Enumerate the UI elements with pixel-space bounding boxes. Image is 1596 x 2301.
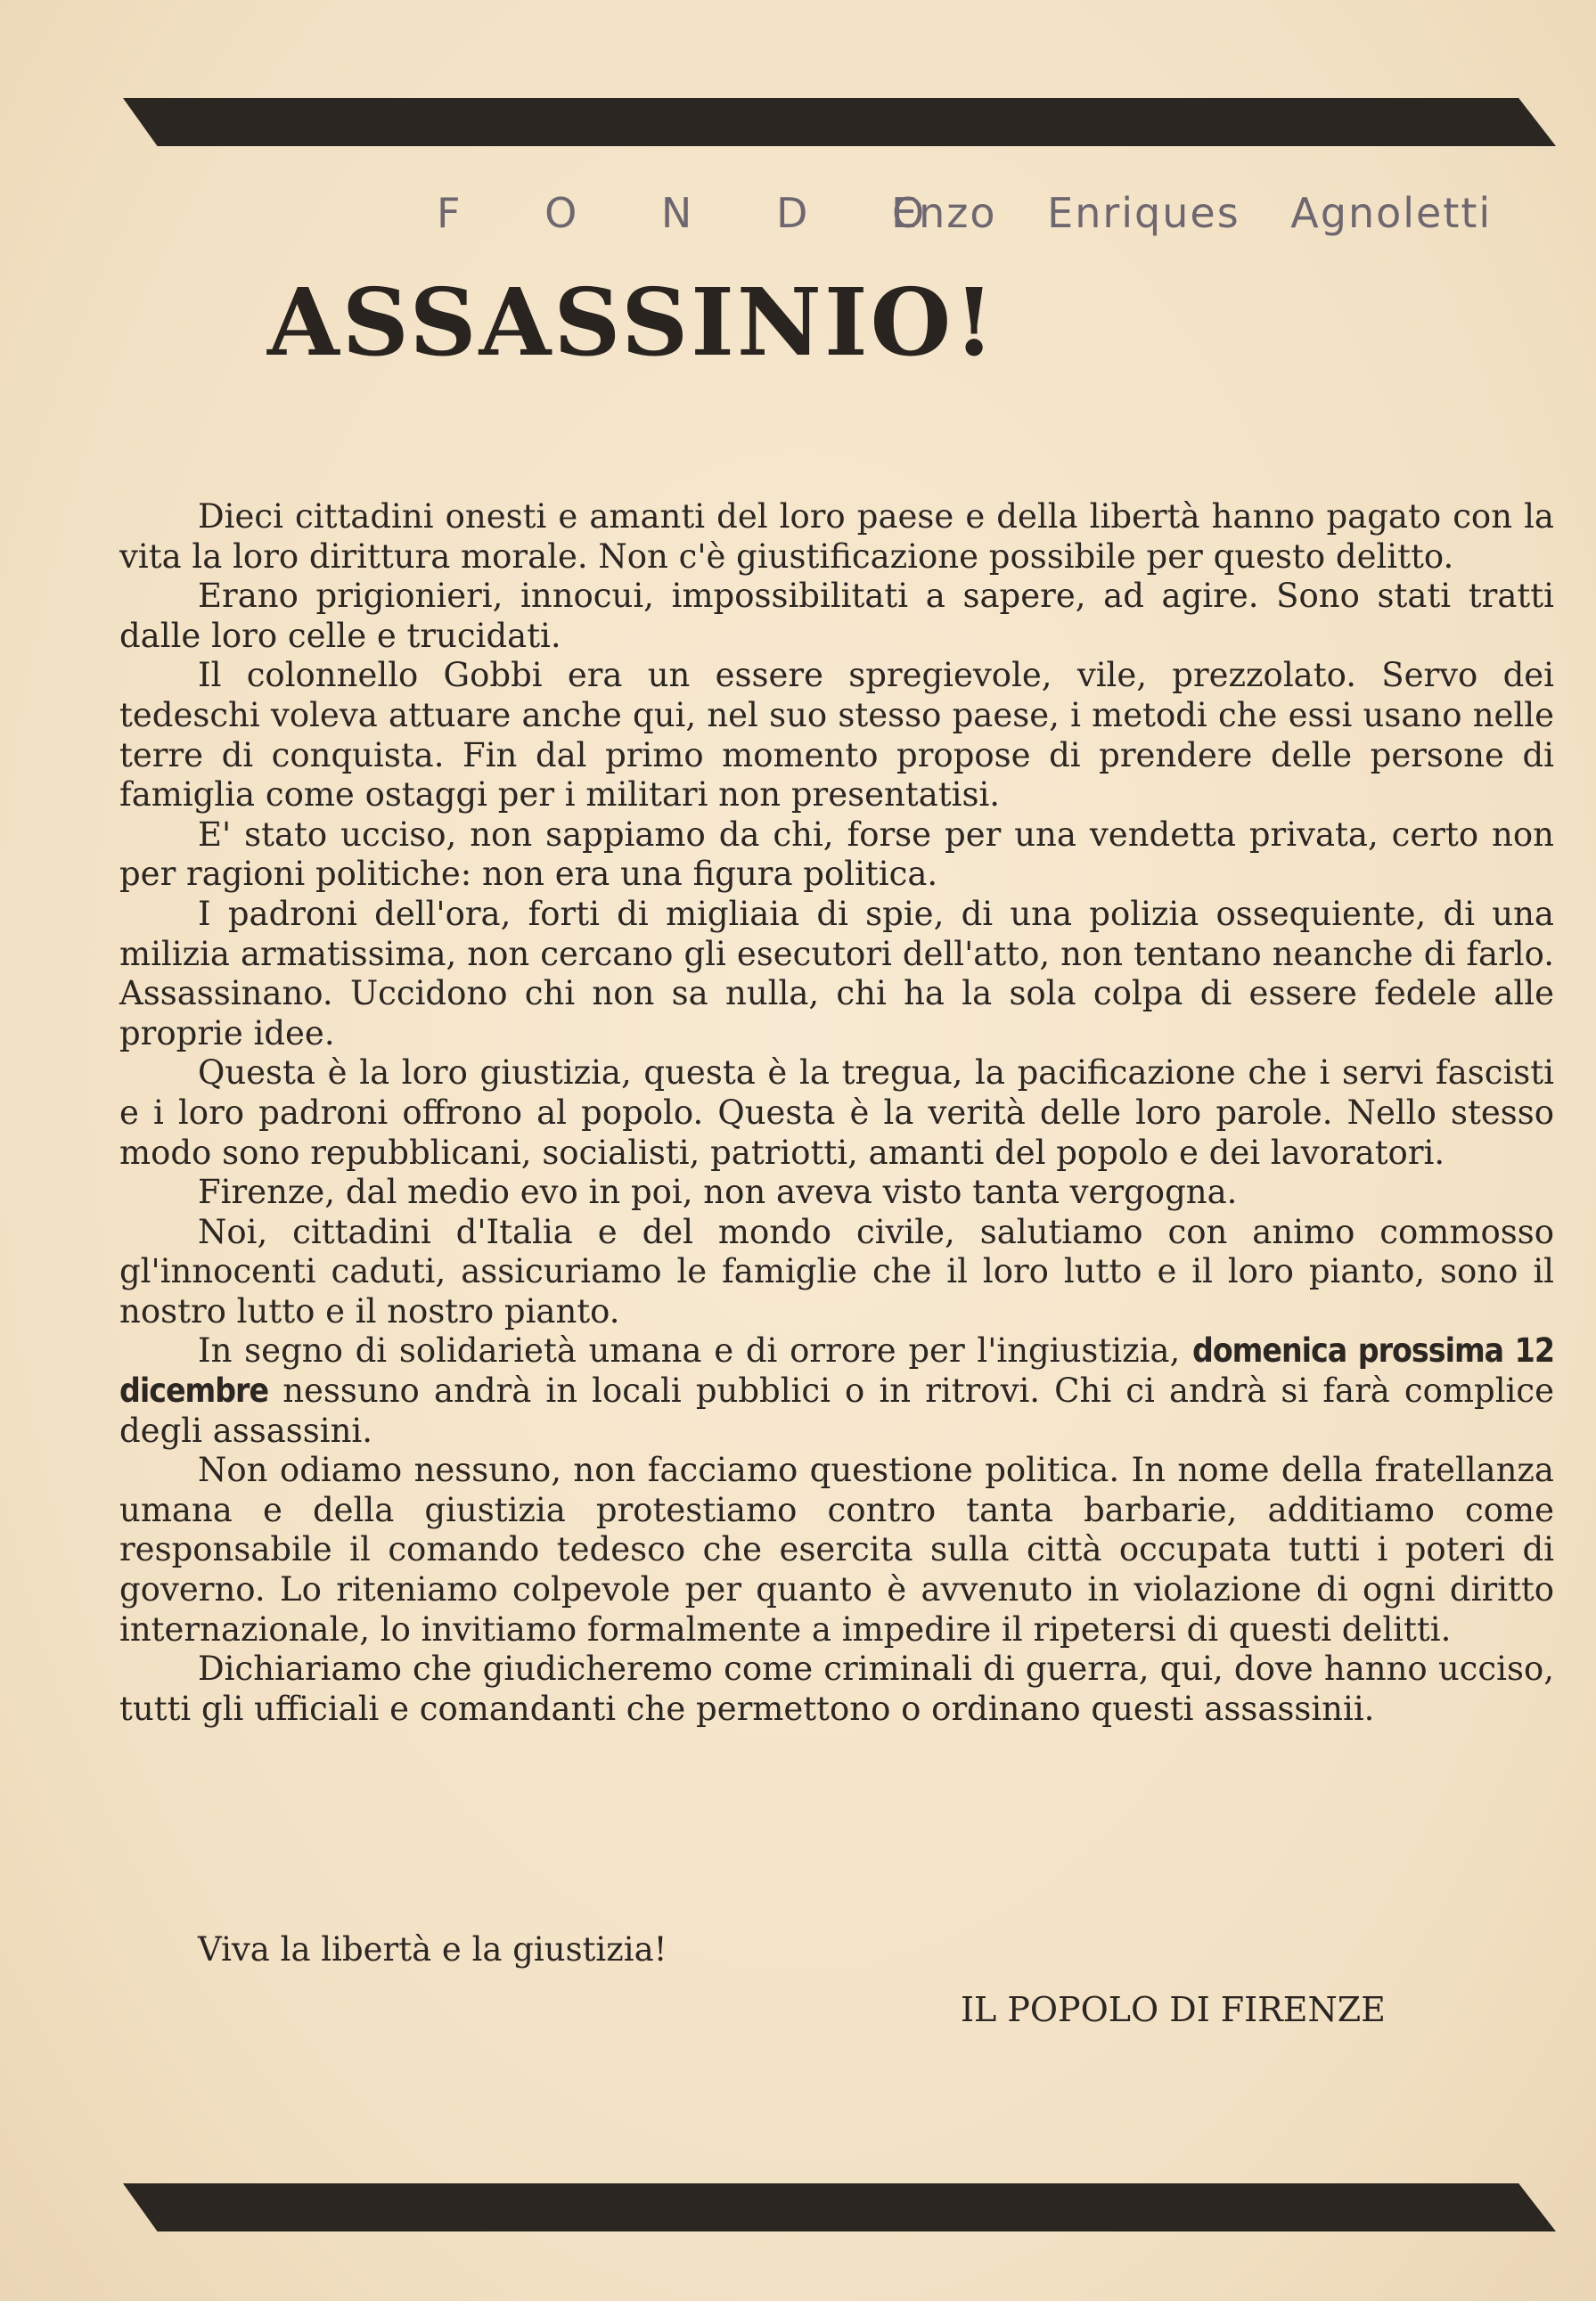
paragraph: Dieci cittadini onesti e amanti del loro paese e della libertà hanno pagato con la vita la loro dirittura morale. Non c'è giustificazione possibile per questo delitto.	[119, 497, 1554, 576]
paragraph: Firenze, dal medio evo in poi, non aveva visto tanta vergogna.	[198, 1173, 1238, 1212]
signature: IL POPOLO DI FIRENZE	[961, 1990, 1386, 2029]
paragraph: Il colonnello Gobbi era un essere spregievole, vile, prezzolato. Servo dei tedeschi voleva attuare anche qui, nel suo stesso paese, i metodi che essi usano nelle terre di conquista. Fin dal primo momento propose di prendere delle persone di famiglia come ostaggi per i militari non presentatisi.	[119, 656, 1554, 815]
closing-line: Viva la libertà e la giustizia!	[198, 1930, 667, 1969]
archive-stamp	[437, 189, 1586, 260]
paragraph: Dichiariamo che giudicheremo come criminali di guerra, qui, dove hanno ucciso, tutti gli ufficiali e comandanti che permettono o ordinano questi assassinii.	[119, 1650, 1554, 1728]
date-emphasis: domenica prossima 12 dicembre	[119, 1331, 1554, 1411]
paragraph: Non odiamo nessuno, non facciamo questione politica. In nome della fratellanza umana e della giustizia protestiamo contro tanta barbarie, additiamo come responsabile il comando tedesco che esercita sulla città occupata tutti i poteri di governo. Lo riteniamo colpevole per quanto è avvenuto in violazione di ogni diritto internazionale, lo invitiamo formalmente a impedire il ripetersi di questi delitti.	[119, 1451, 1554, 1649]
paragraph	[119, 1331, 1554, 1451]
stamp-name: Enzo Enriques Agnoletti	[891, 189, 1493, 237]
stamp-fondo: F O N D O	[437, 189, 961, 237]
paragraph-text: nessuno andrà in locali pubblici o in ritrovi. Chi ci andrà si farà complice degli assassini.	[119, 1372, 1554, 1450]
leaflet-body	[119, 497, 1554, 1729]
bottom-black-band	[123, 2183, 1556, 2231]
paragraph: E' stato ucciso, non sappiamo da chi, forse per una vendetta privata, certo non per ragioni politiche: non era una figura politica.	[119, 815, 1554, 894]
paragraph: Noi, cittadini d'Italia e del mondo civile, salutiamo con animo commosso gl'innocenti caduti, assicuriamo le famiglie che il loro lutto e il loro pianto, sono il nostro lutto e il nostro pianto.	[119, 1212, 1554, 1331]
paragraph: Questa è la loro giustizia, questa è la tregua, la pacificazione che i servi fascisti e i loro padroni offrono al popolo. Questa è la verità delle loro parole. Nello stesso modo sono repubblicani, socialisti, patriotti, amanti del popolo e dei lavoratori.	[119, 1053, 1554, 1172]
paragraph: I padroni dell'ora, forti di migliaia di spie, di una polizia ossequiente, di una milizia armatissima, non cercano gli esecutori dell'atto, non tentano neanche di farlo. Assassinano. Uccidono chi non sa nulla, chi ha la sola colpa di essere fedele alle proprie idee.	[119, 894, 1554, 1052]
paragraph: Erano prigionieri, innocui, impossibilitati a sapere, ad agire. Sono stati tratti dalle loro celle e trucidati.	[119, 577, 1554, 655]
leaflet-title: ASSASSINIO!	[267, 267, 997, 377]
top-black-band	[123, 98, 1556, 146]
paragraph-text: In segno di solidarietà umana e di orrore per l'ingiustizia,	[198, 1331, 1192, 1371]
